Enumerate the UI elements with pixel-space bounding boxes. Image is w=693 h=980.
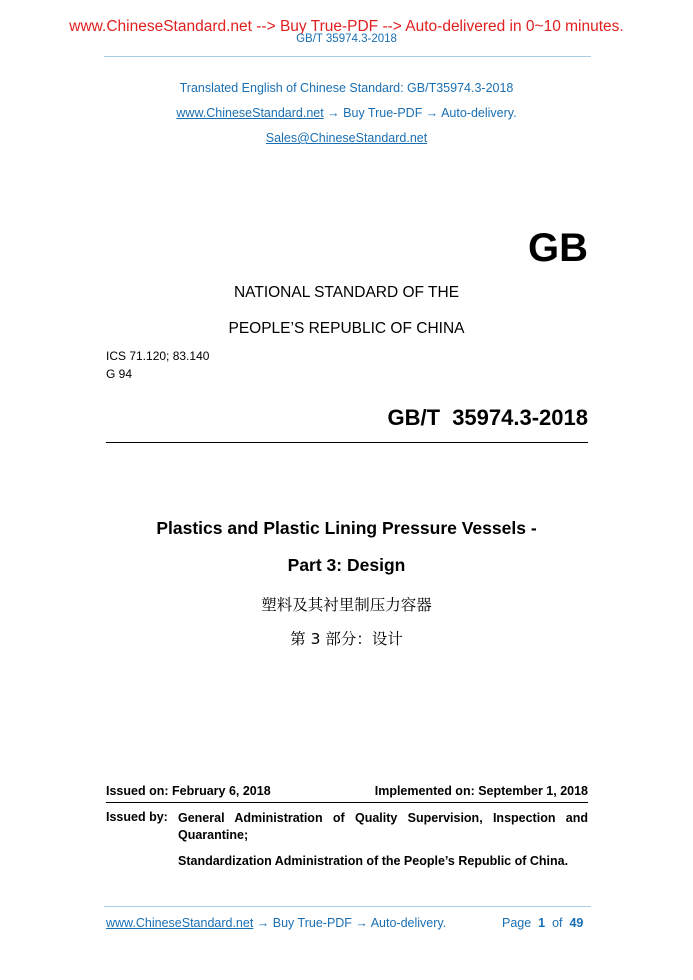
page-total: 49 [569, 916, 584, 930]
page-of: of [552, 916, 563, 930]
buy-text: → Buy True-PDF → Auto-delivery. [323, 106, 517, 120]
title-cn-line1: 塑料及其衬里制压力容器 [261, 596, 432, 614]
issued-on: Issued on: February 6, 2018 [106, 784, 271, 798]
page-indicator [502, 916, 583, 930]
national-standard-line2: PEOPLE’S REPUBLIC OF CHINA [228, 320, 465, 337]
title-en-line2: Part 3: Design [287, 555, 406, 575]
site-link[interactable]: www.ChineseStandard.net [176, 106, 324, 120]
footer-site-link[interactable]: www.ChineseStandard.net [106, 916, 254, 930]
gb-logo: GB [528, 226, 588, 270]
issued-by-label: Issued by: [106, 810, 168, 824]
title-divider [106, 442, 588, 443]
footer-divider [104, 906, 591, 907]
issue-divider [106, 802, 588, 803]
authority-2: Standardization Administration of the People’s Republic of China. [178, 854, 569, 868]
title-cn-line2: 第 3 部分：设计 [290, 630, 403, 648]
footer-buy-text: → Buy True-PDF → Auto-delivery. [253, 916, 447, 930]
ics-code: ICS 71.120; 83.140 [106, 349, 210, 363]
header-standard-code: GB/T 35974.3-2018 [296, 33, 397, 45]
standard-number: GB/T 35974.3-2018 [387, 405, 588, 430]
footer-buy-line [106, 916, 446, 930]
buy-line [0, 106, 693, 120]
page-label: Page [502, 916, 532, 930]
translation-note: Translated English of Chinese Standard: GB/T35974.3-2018 [179, 81, 514, 95]
title-en-line1: Plastics and Plastic Lining Pressure Vessels - [156, 518, 537, 538]
national-standard-line1: NATIONAL STANDARD OF THE [233, 284, 460, 301]
email-line [0, 131, 693, 145]
implemented-on: Implemented on: September 1, 2018 [374, 784, 588, 798]
email-link[interactable]: Sales@ChineseStandard.net [265, 131, 428, 145]
ccs-code: G 94 [106, 367, 133, 381]
header-divider [104, 56, 591, 57]
promo-banner[interactable]: www.ChineseStandard.net --> Buy True-PDF --> Auto-delivered in 0~10 minutes. [69, 18, 624, 35]
page-current: 1 [538, 916, 546, 930]
authority-1: General Administration of Quality Supervision, Inspection and Quarantine; [178, 811, 588, 842]
